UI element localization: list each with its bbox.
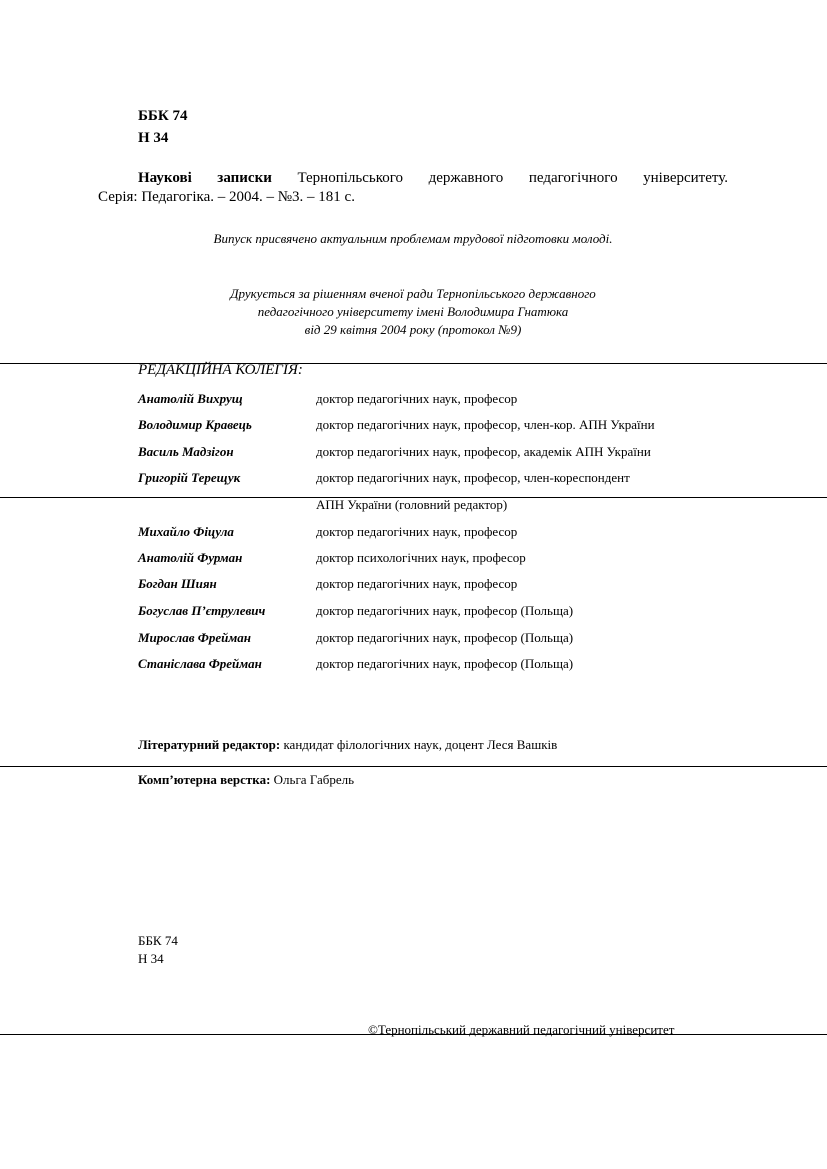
index-code-bottom: Н 34 — [138, 951, 164, 966]
horizontal-rule-3 — [0, 766, 827, 767]
board-member-name: Михайло Фіцула — [138, 524, 234, 539]
literary-editor-line — [138, 737, 557, 753]
board-member-role: доктор педагогічних наук, професор, академік АПН України — [316, 444, 651, 459]
citation-line-1-rest: Тернопільського державного педагогічного університету. — [297, 170, 728, 186]
board-heading: РЕДАКЦІЙНА КОЛЕГІЯ: — [138, 362, 303, 378]
approval-line-2: педагогічного університету імені Володимира Гнатюка — [257, 304, 569, 319]
board-member-name: Мирослав Фрейман — [138, 630, 251, 645]
board-member-role: доктор педагогічних наук, професор — [316, 524, 518, 539]
dedication-text: Випуск присвячено актуальним проблемам трудової підготовки молоді. — [213, 231, 613, 246]
bbk-code-top: ББК 74 — [138, 108, 188, 124]
board-member-name: Богуслав П’єтрулевич — [138, 603, 266, 618]
citation-line-2: Серія: Педагогіка. – 2004. – №3. – 181 с. — [98, 189, 355, 205]
board-member-role: доктор педагогічних наук, професор (Польща) — [316, 603, 574, 618]
citation-title: Наукові записки — [138, 170, 272, 186]
board-member-name: Станіслава Фрейман — [138, 656, 262, 671]
board-member-role-continued: АПН України (головний редактор) — [316, 497, 508, 512]
index-code-top: Н 34 — [138, 130, 169, 146]
copyright-notice: ©Тернопільський державний педагогічний університет — [368, 1022, 675, 1037]
board-member-role: доктор педагогічних наук, професор, член-кор. АПН України — [316, 417, 655, 432]
board-member-role: доктор педагогічних наук, професор — [316, 391, 518, 406]
board-member-name: Володимир Кравець — [138, 417, 252, 432]
board-member-role: доктор педагогічних наук, професор (Польща) — [316, 656, 574, 671]
board-member-role: доктор педагогічних наук, професор, член-кореспондент — [316, 470, 630, 485]
horizontal-rule-1 — [0, 363, 827, 364]
layout-credit-line — [138, 772, 354, 788]
approval-line-3: від 29 квітня 2004 року (протокол №9) — [304, 322, 522, 337]
board-member-name: Анатолій Вихрущ — [138, 391, 243, 406]
literary-editor-label: Літературний редактор: — [138, 737, 281, 752]
board-member-role: доктор педагогічних наук, професор — [316, 576, 518, 591]
layout-credit-label: Комп’ютерна верстка: — [138, 772, 271, 787]
board-member-name: Григорій Терещук — [138, 470, 241, 485]
board-member-name: Анатолій Фурман — [138, 550, 243, 565]
bbk-code-bottom: ББК 74 — [138, 933, 178, 948]
board-member-name: Богдан Шиян — [138, 576, 217, 591]
board-member-role: доктор педагогічних наук, професор (Польща) — [316, 630, 574, 645]
literary-editor-value: кандидат філологічних наук, доцент Леся Вашків — [283, 737, 558, 752]
board-member-name: Василь Мадзігон — [138, 444, 234, 459]
layout-credit-value: Ольга Габрель — [273, 772, 355, 787]
citation-line-1 — [138, 170, 728, 187]
board-member-role: доктор психологічних наук, професор — [316, 550, 526, 565]
approval-line-1: Друкується за рішенням вченої ради Тернопільського державного — [230, 286, 596, 301]
